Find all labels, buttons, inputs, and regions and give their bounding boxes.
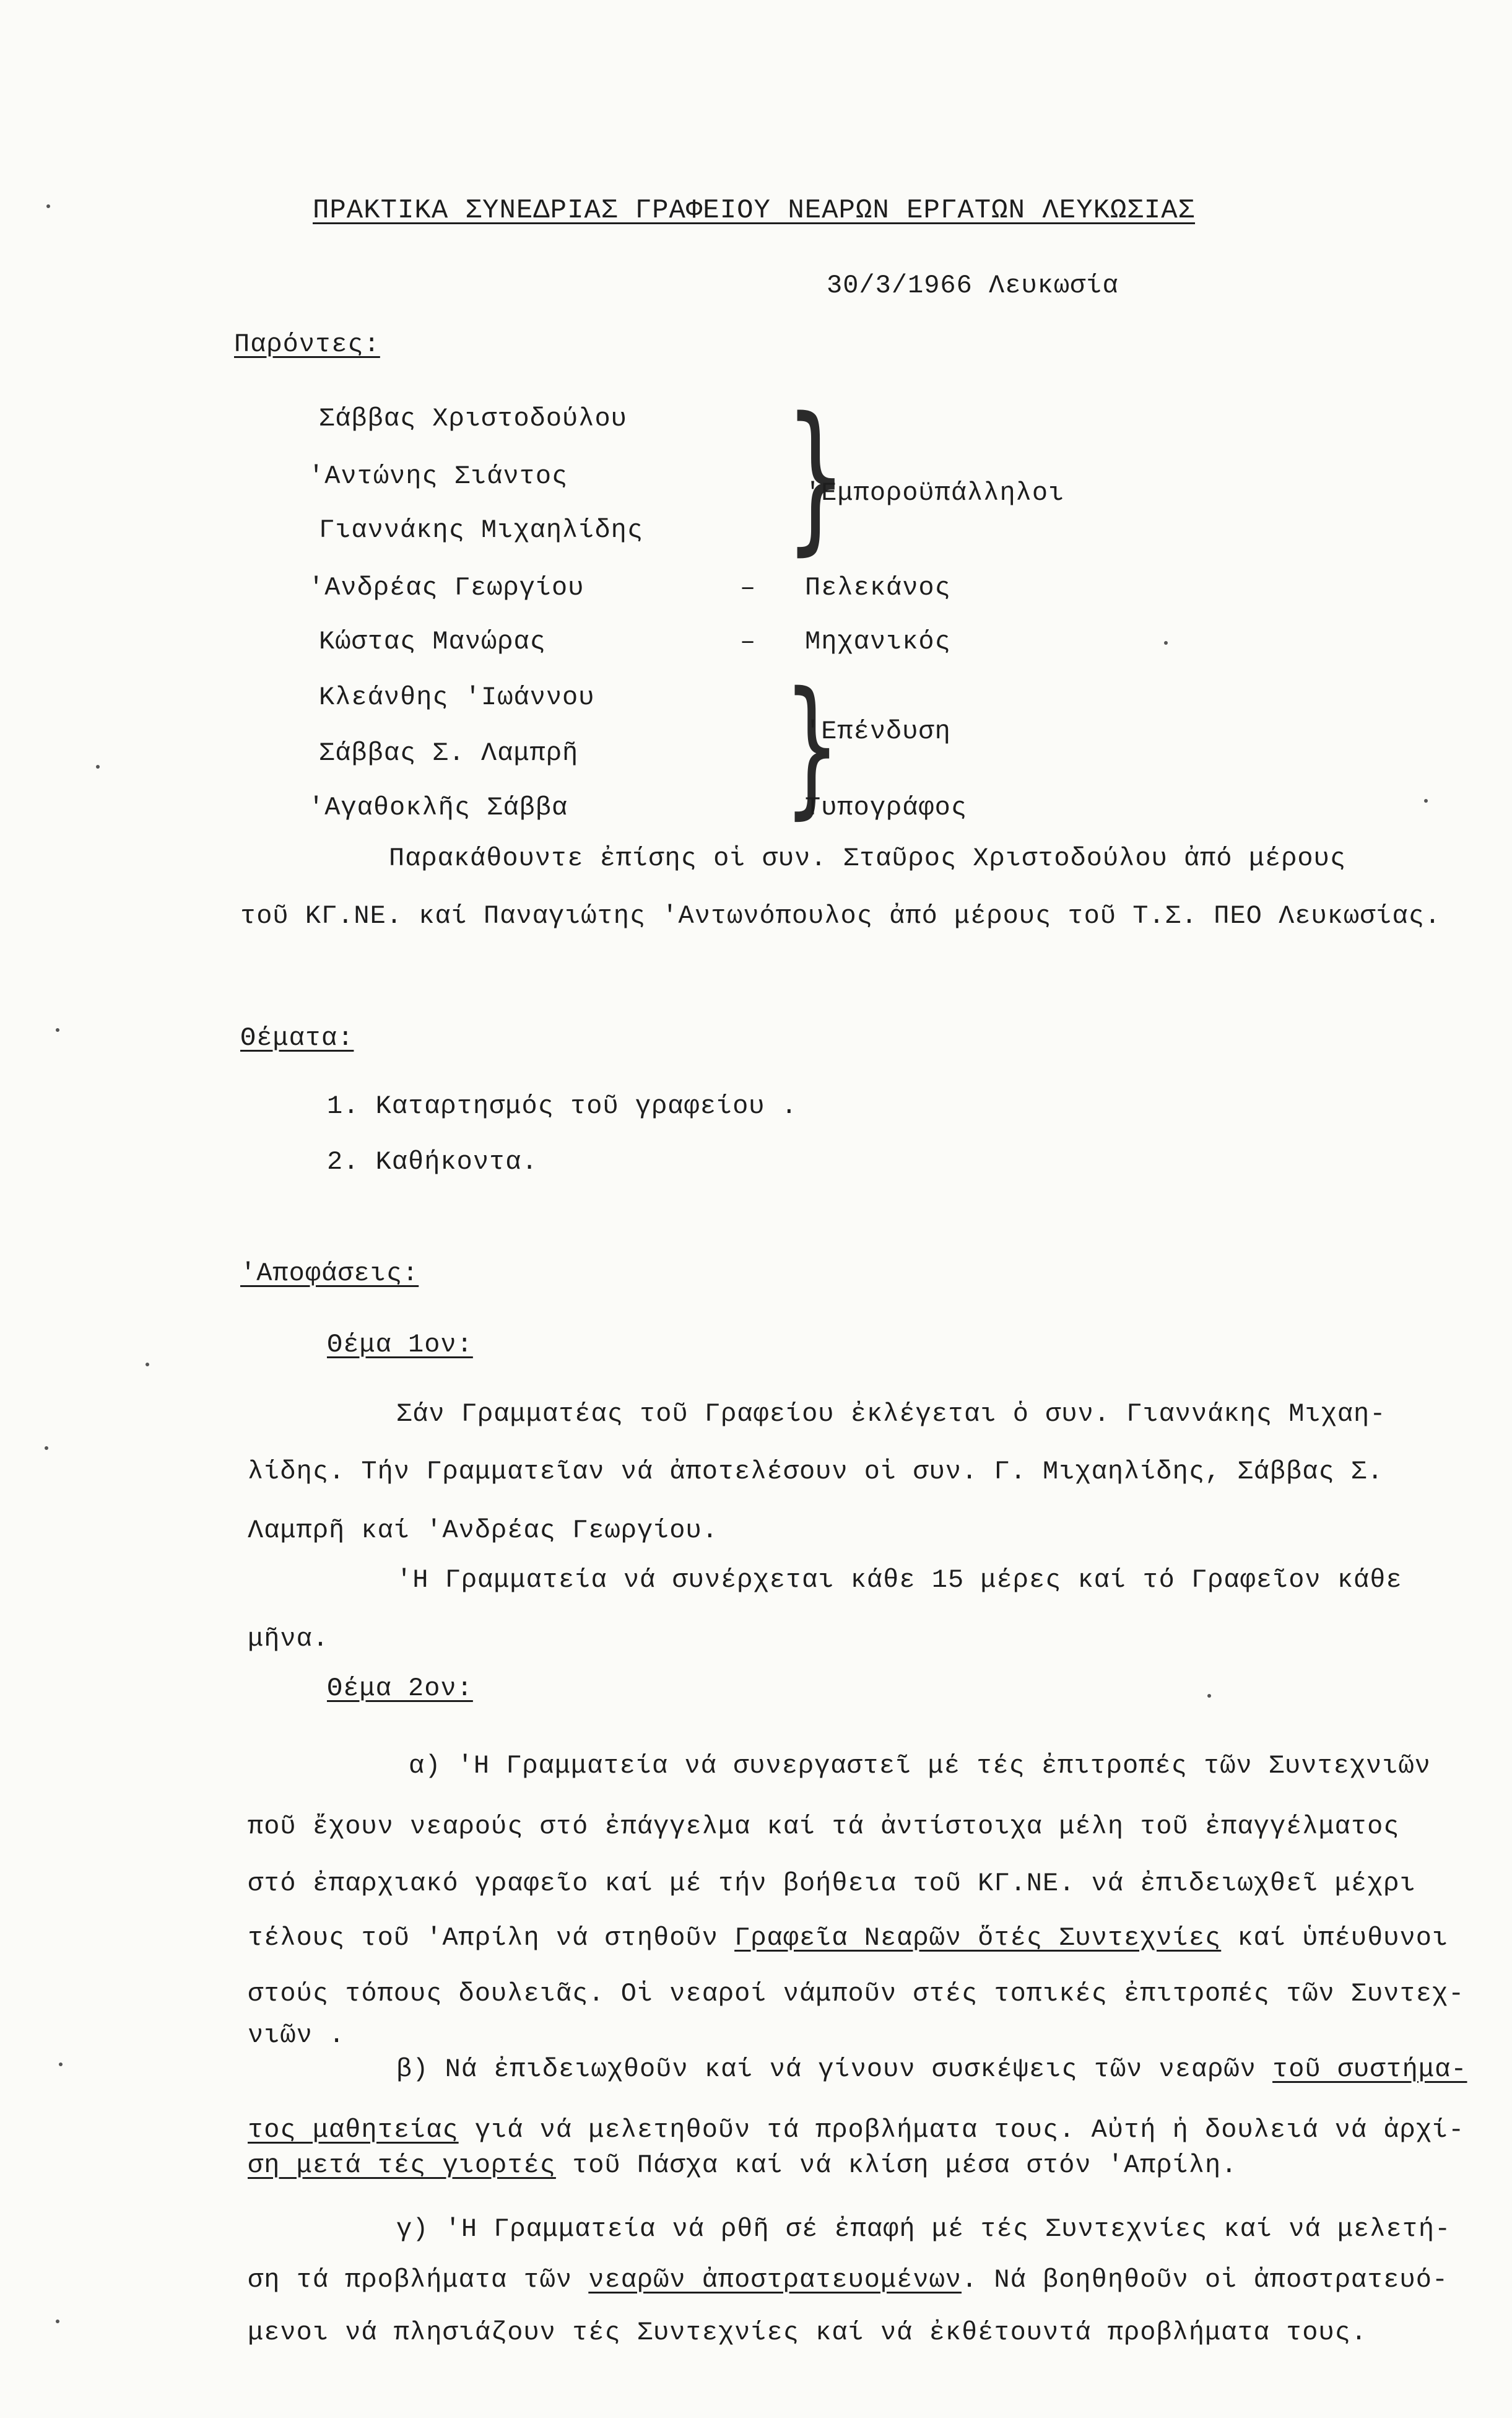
text-run: . Νά βοηθηθοῦν οἱ ἀποστρατευό- — [962, 2265, 1449, 2295]
present-heading: Παρόντες: — [234, 330, 380, 359]
brace-group2: } — [783, 660, 841, 833]
role-group1: 'Εμποροϋπάλληλοι — [805, 478, 1065, 508]
decisions-heading: 'Αποφάσεις: — [240, 1259, 419, 1288]
topic-item: 1. Καταρτησμός τοῦ γραφείου . — [327, 1091, 797, 1121]
member-name: Σάββας Χριστοδούλου — [319, 404, 627, 434]
scan-speck — [56, 1028, 59, 1032]
paragraph-line: νιῶν . — [248, 2020, 345, 2050]
member-name: Σάββας Σ. Λαμπρῆ — [319, 738, 579, 768]
scan-speck — [45, 1446, 48, 1450]
paragraph-line: λίδης. Τήν Γραμματεῖαν νά ἀποτελέσουν οἱ συν. Γ. Μιχαηλίδης, Σάββας Σ. — [248, 1457, 1384, 1486]
text-run: ση τά προβλήματα τῶν — [248, 2265, 589, 2295]
paragraph-line: γ) 'Η Γραμματεία νά ρθῆ σέ ἐπαφή μέ τές Συντεχνίες καί νά μελετή- — [396, 2214, 1451, 2244]
brace-group1: } — [785, 383, 847, 570]
text-run: γιά νά μελετηθοῦν τά προβλήματα τους. Αὐτή ἡ δουλειά νά ἀρχί- — [458, 2115, 1465, 2145]
paragraph-line: στό ἐπαρχιακό γραφεῖο καί μέ τήν βοήθεια τοῦ ΚΓ.ΝΕ. νά ἐπιδειωχθεῖ μέχρι — [248, 1869, 1416, 1898]
attendance-line: Παρακάθουντε ἐπίσης οἱ συν. Σταῦρος Χριστοδούλου ἀπό μέρους — [389, 844, 1347, 873]
scan-speck — [1424, 799, 1428, 803]
paragraph-line — [396, 2056, 1467, 2082]
underlined-run: ση μετά τές γιορτές — [248, 2150, 556, 2180]
scan-speck — [96, 765, 100, 769]
paragraph-line — [248, 2267, 1448, 2293]
paragraph-line: Σάν Γραμματέας τοῦ Γραφείου ἐκλέγεται ὁ συν. Γιαννάκης Μιχαη- — [396, 1399, 1386, 1429]
member-name: 'Ανδρέας Γεωργίου — [308, 573, 584, 603]
member-name: 'Αντώνης Σιάντος — [308, 461, 568, 491]
topic1-heading: Θέμα 1ον: — [327, 1330, 473, 1360]
scan-speck — [1207, 1694, 1211, 1698]
topic2-heading: Θέμα 2ον: — [327, 1674, 473, 1703]
scan-speck — [1164, 641, 1168, 645]
scan-speck — [56, 2320, 59, 2323]
role-member4: Πελεκάνος — [805, 573, 951, 603]
paragraph-line: α) 'Η Γραμματεία νά συνεργαστεῖ μέ τές ἐπιτροπές τῶν Συντεχνιῶν — [409, 1751, 1431, 1781]
topic-item: 2. Καθήκοντα. — [327, 1147, 538, 1177]
paragraph-line: μῆνα. — [248, 1624, 329, 1654]
role-group2: 'Επένδυση — [805, 717, 951, 746]
paragraph-line — [248, 2152, 1237, 2178]
text-run: καί ὑπέυθυνοι — [1221, 1923, 1449, 1953]
role-member5: Μηχανικός — [805, 627, 951, 657]
paragraph-line: στούς τόπους δουλειᾶς. Οἱ νεαροί νάμποῦν στές τοπικές ἐπιτροπές τῶν Συντεχ- — [248, 1979, 1465, 2009]
text-run: τοῦ Πάσχα καί νά κλίση μέσα στόν 'Απρίλη. — [555, 2150, 1238, 2180]
role-member8: Τυπογράφος — [805, 793, 968, 823]
paragraph-line — [248, 2117, 1464, 2143]
paragraph-line: ποῦ ἔχουν νεαρούς στό ἐπάγγελμα καί τά ἀντίστοιχα μέλη τοῦ ἐπαγγέλματος — [248, 1812, 1400, 1841]
paragraph-line — [248, 1925, 1448, 1951]
role-dash: – — [740, 573, 757, 603]
underlined-run: Γραφεῖα Νεαρῶν ὅτές Συντεχνίες — [734, 1923, 1222, 1953]
paragraph-line: Λαμπρῆ καί 'Ανδρέας Γεωργίου. — [248, 1516, 718, 1545]
member-name: Γιαννάκης Μιχαηλίδης — [319, 515, 644, 545]
paragraph-line: 'Η Γραμματεία νά συνέρχεται κάθε 15 μέρες καί τό Γραφεῖον κάθε — [396, 1565, 1402, 1595]
underlined-run: τοῦ συστήμα- — [1272, 2054, 1467, 2084]
scan-speck — [146, 1363, 149, 1366]
member-name: 'Αγαθοκλῆς Σάββα — [308, 793, 568, 823]
underlined-run: νεαρῶν ἀποστρατευομένων — [588, 2265, 962, 2295]
scan-speck — [59, 2062, 63, 2066]
text-run: τέλους τοῦ 'Απρίλη νά στηθοῦν — [248, 1923, 735, 1953]
attendance-line: τοῦ ΚΓ.ΝΕ. καί Παναγιώτης 'Αντωνόπουλος ἀπό μέρους τοῦ Τ.Σ. ΠΕΟ Λευκωσίας. — [240, 901, 1441, 931]
topics-heading: Θέματα: — [240, 1023, 354, 1053]
document-title: ΠΡΑΚΤΙΚΑ ΣΥΝΕΔΡΙΑΣ ΓΡΑΦΕΙΟΥ ΝΕΑΡΩΝ ΕΡΓΑΤΩΝ ΛΕΥΚΩΣΙΑΣ — [313, 195, 1196, 226]
paragraph-line: μενοι νά πλησιάζουν τές Συντεχνίες καί νά ἐκθέτουντά προβλήματα τους. — [248, 2318, 1368, 2347]
underlined-run: τος μαθητείας — [248, 2115, 459, 2145]
text-run: β) Νά ἐπιδειωχθοῦν καί νά γίνουν συσκέψεις τῶν νεαρῶν — [396, 2054, 1273, 2084]
member-name: Κλεάνθης 'Ιωάννου — [319, 683, 595, 712]
member-name: Κώστας Μανώρας — [319, 627, 546, 657]
role-dash: – — [740, 627, 757, 657]
scan-speck — [46, 204, 50, 208]
date-place: 30/3/1966 Λευκωσία — [827, 271, 1119, 300]
